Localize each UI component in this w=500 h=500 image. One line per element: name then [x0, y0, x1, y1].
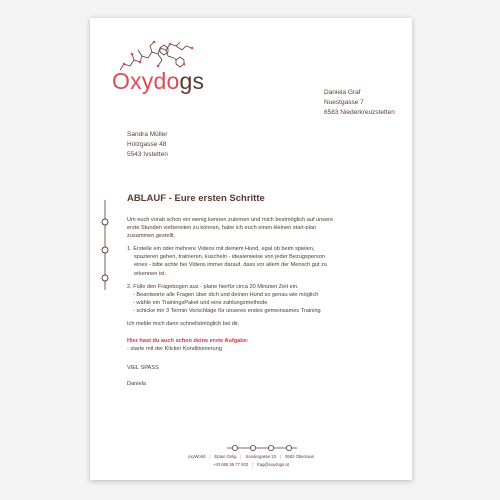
letter-body	[127, 216, 365, 394]
recipient-city: 5543 Ivstetten	[127, 151, 168, 158]
timeline-rail-icon	[98, 200, 112, 290]
sender-city: 6583 Niederkreuzstetten	[324, 109, 395, 116]
recipient-street: Holzgasse 48	[127, 141, 167, 148]
logo-wordmark: Oxydogs	[112, 68, 205, 94]
footer-contact: +43 665 55 77 933 | frag@oxydogs.at	[213, 462, 289, 467]
task-heading: Hier hast du auch schon deine erste Aufgabe:	[127, 338, 249, 345]
sign-off: VIEL SPASS	[127, 365, 159, 372]
oxydogs-logo	[112, 36, 205, 98]
signature: Daniela	[127, 381, 146, 388]
footer-email: frag@oxydogs.at	[257, 462, 289, 467]
list-item: - wähle ein TrainingsPaket und eine zahlungsmethode	[133, 299, 268, 306]
step-2: 2. Fülle den Fragebogen aus - plane hierfür circa 20 Minuten Zeit ein. - Beantworte alle Fragen über dich und deinen Hund so genau wie möglich - wähle ein TrainingsPaket und eine zahlungsmethode - schicke mir 3 Termin Vorschläge für unseres erstes gemeinsames Training	[127, 283, 321, 314]
step-1: 1. Erstelle ein oder mehrere Videos mit deinem Hund, egal ob beim spielen, spazieren gehen, trainieren, kuscheln - idealerweise von jeder Bezugsperson eines - bitte achte bei Videos immer darauf, dass vor allem der Mensch gut zu erkennen ist.	[127, 246, 327, 277]
letter-title: ABLAUF - Eure ersten Schritte	[127, 193, 265, 204]
list-item: - Beantworte alle Fragen über dich und deinen Hund so genau wie möglich	[133, 291, 319, 298]
intro-paragraph: Um euch vorab schon ein wenig kennen zulernen und mich bestmöglich auf unsere erste Stunden vorbereiten zu können, habe ich euch einen kleinen start-plan zusammen gestellt.	[127, 217, 334, 240]
recipient-address	[127, 130, 168, 160]
footer-address: oxyWorld | Eptao Gnlig | Sondergasse 23 | 5582 Obernaus	[188, 454, 314, 459]
footer-phone: +43 665 55 77 933	[213, 462, 249, 467]
letter-page	[90, 18, 412, 480]
task-text: - starte mit der Klicker Konditionierung	[127, 346, 222, 353]
recipient-name: Sandra Müller	[127, 131, 168, 138]
footer-timeline-icon	[227, 443, 297, 453]
list-item: - schicke mir 3 Termin Vorschläge für unseres erstes gemeinsames Training	[133, 307, 321, 314]
first-task	[127, 337, 365, 353]
sender-street: Nuestgasse 7	[324, 99, 364, 106]
sender-address	[324, 88, 395, 118]
sender-name: Daniela Graf	[324, 89, 361, 96]
closing-text: Ich melde mich dann schnellstmöglich bei dir.	[127, 321, 240, 328]
